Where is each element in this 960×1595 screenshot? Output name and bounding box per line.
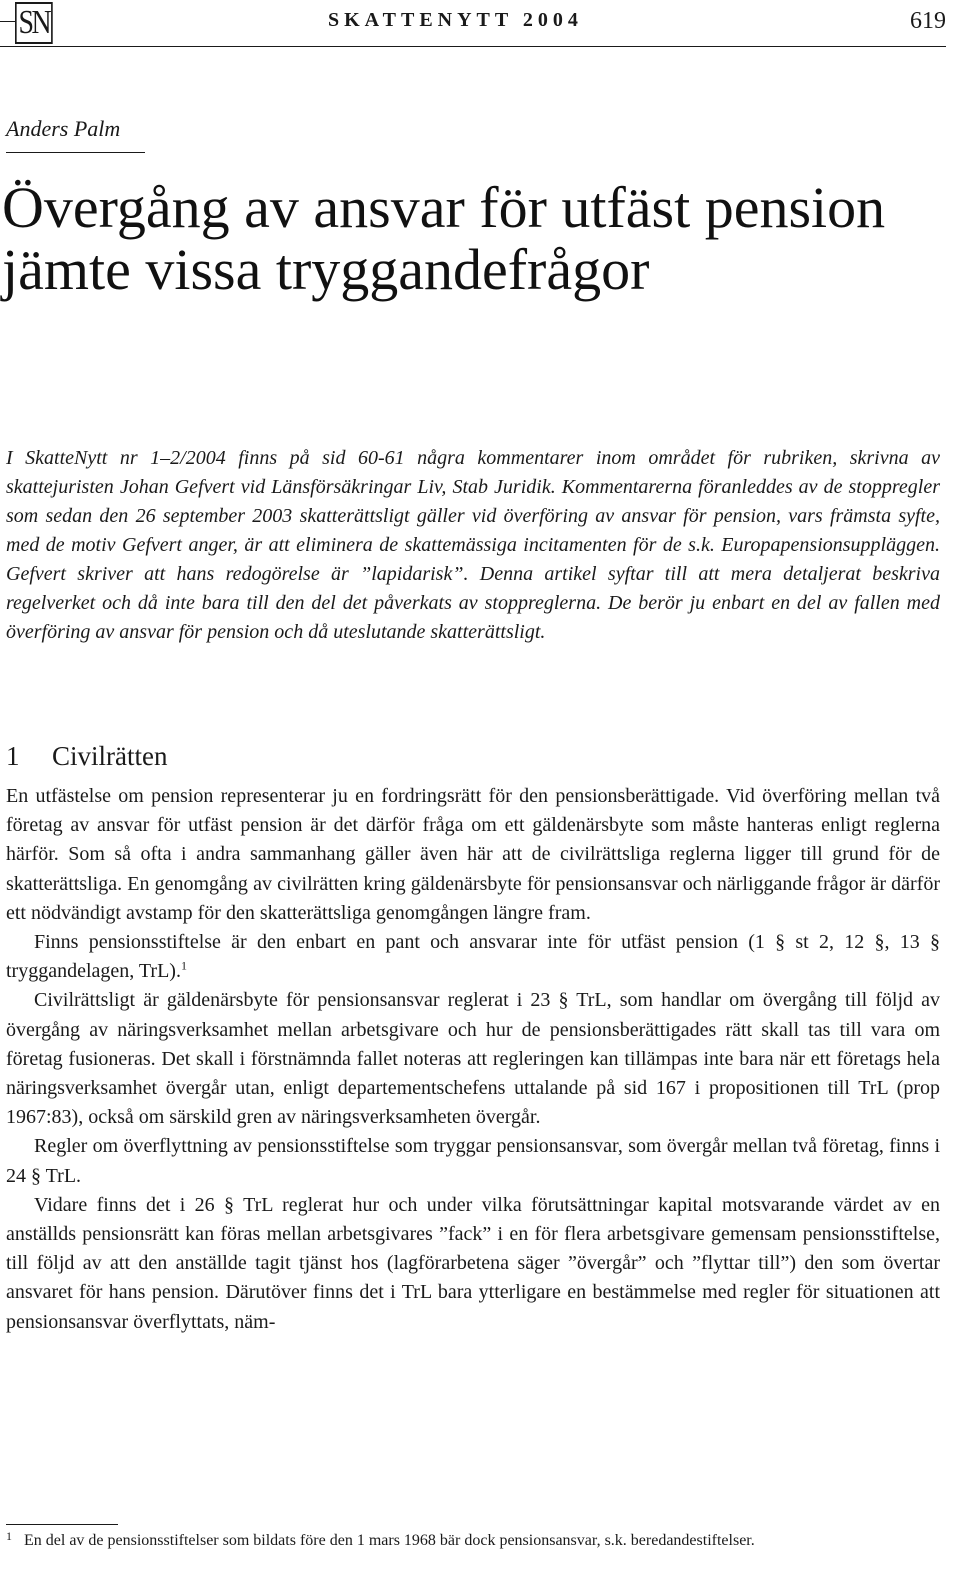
header-rule-left — [0, 21, 15, 22]
journal-title: SKATTENYTT 2004 — [328, 9, 583, 31]
section-number: 1 — [6, 741, 20, 771]
header-rule — [0, 46, 946, 47]
author-name: Anders Palm — [6, 116, 121, 141]
article-intro: I SkatteNytt nr 1–2/2004 finns på sid 60-61 några kommentarer inom området för rubriken, skrivna av skattejuristen Johan Gefvert vid Länsförsäkringar Liv, Stab Juridik. Kommentarerna föranleddes av de stoppregler som sedan den 26 september 2003 skatterättsligt gäller vid överföring av ansvar för pension, vars främsta syfte, med de motiv Gefvert anger, är att eliminera de skattemässiga incitamenten för de s.k. Europapensionsuppläggen. Gefvert skriver att hans redogörelse är ”lapidarisk”. Denna artikel syftar till att mera detaljerat beskriva regelverket och då inte bara till den del det påverkats av stoppreglerna. De berör ju enbart en del av fallen med överföring av ansvar för pension och då uteslutande skatterättsligt. — [6, 447, 940, 643]
section-heading — [6, 741, 167, 772]
page-number: 619 — [910, 8, 946, 34]
footnote-number: 1 — [6, 1529, 12, 1543]
body-paragraph — [6, 928, 940, 986]
article-body — [6, 782, 940, 1337]
footnote — [6, 1530, 940, 1551]
body-paragraph: En utfästelse om pension representerar ju en fordringsrätt för den pensionsberättigade. Vid överföring mellan två företag av ansvar för utfäst pension är det därför fråga om ett gäldenärsbyte som måste hanteras enligt reglerna härför. Som så ofta i andra sammanhang gäller även här att de civilrättsliga reglerna ligger till grund för de skatterättsliga. En genomgång av civilrätten kring gäldenärsbyte för pensionsansvar och närliggande frågor är därför ett nödvändigt avstamp för den skatterättsliga genomgången längre fram. — [6, 785, 940, 924]
footnote-text: En del av de pensionsstiftelser som bildats före den 1 mars 1968 bär dock pensionsansvar, s.k. beredandestiftelser. — [24, 1532, 755, 1549]
section-title: Civilrätten — [52, 741, 168, 771]
body-paragraph: Vidare finns det i 26 § TrL reglerat hur och under vilka förutsättningar kapital motsvarande värdet av en anställds pensionsrätt kan föras mellan arbetsgivares ”fack” i en för flera arbetsgivare gemensam pensionsstiftelse, till följd av att den anställde tagit tjänst hos (lagförarbetena säger ”övergår” och ”flyttar till”) den som övertar ansvaret för hans pension. Därutöver finns det i TrL bara ytterligare en bestämmelse med regler för situationen att pensionsansvar överflyttats, näm- — [6, 1193, 940, 1333]
author-rule — [6, 152, 145, 153]
footnote-reference[interactable]: 1 — [180, 958, 187, 973]
body-paragraph: Civilrättsligt är gäldenärsbyte för pensionsansvar reglerat i 23 § TrL, som handlar om övergång till följd av övergång av näringsverksamhet mellan arbetsgivare och hur de pensionsberättigades rätt skall tas till vara om företag fusioneras. Det skall i förstnämnda fallet noteras att regleringen kan tillämpas inte bara när ett företags hela näringsverksamhet övergår utan, enligt departementschefens uttalande på sid 167 i propositionen till TrL (prop 1967:83), också om särskild gren av näringsverksamheten övergår. — [6, 989, 940, 1129]
body-paragraph: Regler om överflyttning av pensionsstiftelse som tryggar pensionsansvar, som övergår mellan två företag, finns i 24 § TrL. — [6, 1135, 940, 1187]
article-title: Övergång av ansvar för utfäst pension jämte vissa tryggandefrågor — [2, 175, 886, 302]
footnote-rule — [6, 1524, 118, 1525]
page-header — [0, 0, 960, 52]
journal-logo: SN — [15, 2, 53, 44]
body-paragraph-text: Finns pensionsstiftelse är den enbart en pant och ansvarar inte för utfäst pension (1 § st 2, 12 §, 13 § tryggandelagen, TrL). — [6, 931, 940, 983]
